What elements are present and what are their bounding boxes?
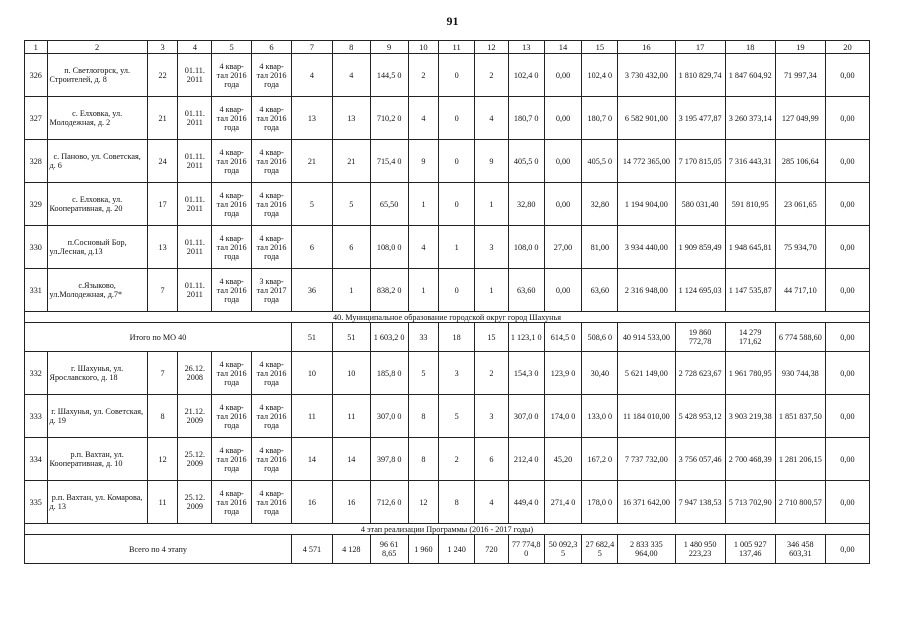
cell-c17: 2 728 623,67 — [675, 352, 725, 395]
total-mo40-c9: 1 603,2 0 — [370, 323, 408, 352]
column-number-5: 5 — [212, 41, 252, 54]
section-mo40-title: 40. Муниципальное образование городской округ город Шахунья — [25, 312, 870, 323]
column-number-16: 16 — [618, 41, 675, 54]
cell-c17: 1 810 829,74 — [675, 54, 725, 97]
cell-c4: 26.12. 2008 — [178, 352, 212, 395]
total-mo40 — [25, 323, 870, 352]
cell-c8: 13 — [332, 97, 370, 140]
cell-c16: 2 316 948,00 — [618, 269, 675, 312]
cell-c3: 21 — [147, 97, 178, 140]
total-stage4-c17: 1 480 950 223,23 — [675, 535, 725, 564]
cell-c3: 22 — [147, 54, 178, 97]
total-stage4-c10: 1 960 — [408, 535, 439, 564]
cell-c7: 13 — [291, 97, 332, 140]
column-number-8: 8 — [332, 41, 370, 54]
column-number-7: 7 — [291, 41, 332, 54]
total-mo40-c14: 614,5 0 — [544, 323, 582, 352]
cell-c6: 4 квар- тал 2016 года — [252, 438, 292, 481]
cell-c10: 8 — [408, 395, 439, 438]
cell-c14: 0,00 — [544, 54, 582, 97]
address-cell: с. Паново, ул. Советская, д. 6 — [47, 140, 147, 183]
cell-c15: 102,4 0 — [582, 54, 618, 97]
cell-c15: 63,60 — [582, 269, 618, 312]
cell-c12: 6 — [475, 438, 509, 481]
total-stage4-c16: 2 833 335 964,00 — [618, 535, 675, 564]
cell-c9: 715,4 0 — [370, 140, 408, 183]
cell-c9: 712,6 0 — [370, 481, 408, 524]
table-row — [25, 226, 870, 269]
cell-c17: 3 756 057,46 — [675, 438, 725, 481]
cell-c18: 1 961 780,95 — [725, 352, 775, 395]
column-number-15: 15 — [582, 41, 618, 54]
row-number: 328 — [25, 140, 48, 183]
cell-c20: 0,00 — [825, 269, 869, 312]
cell-c14: 0,00 — [544, 269, 582, 312]
row-number: 332 — [25, 352, 48, 395]
row-number: 335 — [25, 481, 48, 524]
cell-c18: 5 713 702,90 — [725, 481, 775, 524]
cell-c18: 3 260 373,14 — [725, 97, 775, 140]
column-number-4: 4 — [178, 41, 212, 54]
cell-c7: 14 — [291, 438, 332, 481]
address-cell: г. Шахунья, ул. Ярославского, д. 18 — [47, 352, 147, 395]
cell-c14: 0,00 — [544, 140, 582, 183]
table-row — [25, 481, 870, 524]
cell-c7: 11 — [291, 395, 332, 438]
cell-c14: 27,00 — [544, 226, 582, 269]
cell-c8: 5 — [332, 183, 370, 226]
cell-c11: 0 — [439, 183, 475, 226]
cell-c7: 5 — [291, 183, 332, 226]
total-stage4-c20: 0,00 — [825, 535, 869, 564]
cell-c7: 4 — [291, 54, 332, 97]
address-cell: п. Светлогорск, ул. Строителей, д. 8 — [47, 54, 147, 97]
total-mo40-c15: 508,6 0 — [582, 323, 618, 352]
cell-c3: 11 — [147, 481, 178, 524]
cell-c14: 0,00 — [544, 183, 582, 226]
cell-c16: 5 621 149,00 — [618, 352, 675, 395]
cell-c13: 63,60 — [508, 269, 544, 312]
cell-c16: 6 582 901,00 — [618, 97, 675, 140]
cell-c14: 0,00 — [544, 97, 582, 140]
cell-c5: 4 квар- тал 2016 года — [212, 226, 252, 269]
cell-c11: 3 — [439, 352, 475, 395]
cell-c8: 14 — [332, 438, 370, 481]
column-number-20: 20 — [825, 41, 869, 54]
cell-c10: 8 — [408, 438, 439, 481]
cell-c7: 16 — [291, 481, 332, 524]
cell-c17: 3 195 477,87 — [675, 97, 725, 140]
cell-c18: 1 847 604,92 — [725, 54, 775, 97]
table-row — [25, 395, 870, 438]
cell-c5: 4 квар- тал 2016 года — [212, 140, 252, 183]
cell-c14: 45,20 — [544, 438, 582, 481]
cell-c19: 71 997,34 — [775, 54, 825, 97]
total-stage4-c7: 4 571 — [291, 535, 332, 564]
total-stage4-c15: 27 682,4 5 — [582, 535, 618, 564]
total-stage4-c19: 346 458 603,31 — [775, 535, 825, 564]
cell-c10: 1 — [408, 269, 439, 312]
address-cell: с.Языково, ул.Молодежная, д.7* — [47, 269, 147, 312]
row-number: 327 — [25, 97, 48, 140]
total-mo40-c12: 15 — [475, 323, 509, 352]
cell-c3: 13 — [147, 226, 178, 269]
cell-c17: 5 428 953,12 — [675, 395, 725, 438]
cell-c7: 6 — [291, 226, 332, 269]
cell-c9: 144,5 0 — [370, 54, 408, 97]
cell-c4: 25.12. 2009 — [178, 438, 212, 481]
cell-c6: 4 квар- тал 2016 года — [252, 183, 292, 226]
cell-c17: 1 909 859,49 — [675, 226, 725, 269]
cell-c18: 3 903 219,38 — [725, 395, 775, 438]
row-number: 330 — [25, 226, 48, 269]
cell-c3: 12 — [147, 438, 178, 481]
cell-c4: 01.11. 2011 — [178, 97, 212, 140]
total-mo40-c8: 51 — [332, 323, 370, 352]
row-number: 329 — [25, 183, 48, 226]
cell-c19: 2 710 800,57 — [775, 481, 825, 524]
cell-c5: 4 квар- тал 2016 года — [212, 269, 252, 312]
cell-c20: 0,00 — [825, 481, 869, 524]
cell-c19: 23 061,65 — [775, 183, 825, 226]
total-mo40-c18: 14 279 171,62 — [725, 323, 775, 352]
table-row — [25, 352, 870, 395]
cell-c8: 16 — [332, 481, 370, 524]
cell-c10: 9 — [408, 140, 439, 183]
column-number-1: 1 — [25, 41, 48, 54]
cell-c5: 4 квар- тал 2016 года — [212, 481, 252, 524]
cell-c5: 4 квар- тал 2016 года — [212, 183, 252, 226]
cell-c17: 580 031,40 — [675, 183, 725, 226]
cell-c5: 4 квар- тал 2016 года — [212, 97, 252, 140]
total-mo40-c7: 51 — [291, 323, 332, 352]
cell-c4: 21.12. 2009 — [178, 395, 212, 438]
table-row — [25, 438, 870, 481]
cell-c13: 449,4 0 — [508, 481, 544, 524]
total-stage4-c14: 50 092,3 5 — [544, 535, 582, 564]
cell-c20: 0,00 — [825, 438, 869, 481]
column-number-13: 13 — [508, 41, 544, 54]
column-number-9: 9 — [370, 41, 408, 54]
cell-c20: 0,00 — [825, 183, 869, 226]
cell-c3: 7 — [147, 352, 178, 395]
column-number-10: 10 — [408, 41, 439, 54]
cell-c11: 5 — [439, 395, 475, 438]
cell-c9: 185,8 0 — [370, 352, 408, 395]
cell-c10: 1 — [408, 183, 439, 226]
table-row — [25, 54, 870, 97]
column-number-12: 12 — [475, 41, 509, 54]
column-number-11: 11 — [439, 41, 475, 54]
cell-c12: 2 — [475, 54, 509, 97]
cell-c17: 7 170 815,05 — [675, 140, 725, 183]
cell-c13: 154,3 0 — [508, 352, 544, 395]
column-number-3: 3 — [147, 41, 178, 54]
cell-c14: 123,9 0 — [544, 352, 582, 395]
cell-c9: 108,0 0 — [370, 226, 408, 269]
section-stage4-title: 4 этап реализации Программы (2016 - 2017 годы) — [25, 524, 870, 535]
cell-c16: 3 730 432,00 — [618, 54, 675, 97]
cell-c12: 1 — [475, 183, 509, 226]
cell-c18: 1 147 535,87 — [725, 269, 775, 312]
cell-c4: 01.11. 2011 — [178, 140, 212, 183]
row-number: 326 — [25, 54, 48, 97]
table-row — [25, 140, 870, 183]
table-row — [25, 97, 870, 140]
cell-c15: 32,80 — [582, 183, 618, 226]
cell-c6: 4 квар- тал 2016 года — [252, 352, 292, 395]
cell-c8: 11 — [332, 395, 370, 438]
cell-c6: 4 квар- тал 2016 года — [252, 481, 292, 524]
cell-c9: 307,0 0 — [370, 395, 408, 438]
address-cell: р.п. Вахтан, ул. Комарова, д. 13 — [47, 481, 147, 524]
cell-c3: 8 — [147, 395, 178, 438]
column-number-14: 14 — [544, 41, 582, 54]
row-number: 333 — [25, 395, 48, 438]
column-number-17: 17 — [675, 41, 725, 54]
cell-c8: 21 — [332, 140, 370, 183]
cell-c13: 32,80 — [508, 183, 544, 226]
cell-c11: 0 — [439, 54, 475, 97]
cell-c19: 127 049,99 — [775, 97, 825, 140]
cell-c16: 14 772 365,00 — [618, 140, 675, 183]
section-mo40 — [25, 312, 870, 323]
column-number-19: 19 — [775, 41, 825, 54]
cell-c12: 1 — [475, 269, 509, 312]
cell-c6: 4 квар- тал 2016 года — [252, 140, 292, 183]
cell-c4: 01.11. 2011 — [178, 183, 212, 226]
total-stage4-label: Всего по 4 этапу — [25, 535, 292, 564]
total-mo40-label: Итого по МО 40 — [25, 323, 292, 352]
cell-c20: 0,00 — [825, 352, 869, 395]
cell-c13: 405,5 0 — [508, 140, 544, 183]
cell-c6: 4 квар- тал 2016 года — [252, 97, 292, 140]
cell-c10: 5 — [408, 352, 439, 395]
cell-c6: 4 квар- тал 2016 года — [252, 54, 292, 97]
cell-c7: 10 — [291, 352, 332, 395]
cell-c20: 0,00 — [825, 395, 869, 438]
row-number: 334 — [25, 438, 48, 481]
cell-c5: 4 квар- тал 2016 года — [212, 352, 252, 395]
cell-c12: 3 — [475, 395, 509, 438]
total-stage4 — [25, 535, 870, 564]
table-row — [25, 183, 870, 226]
cell-c18: 591 810,95 — [725, 183, 775, 226]
cell-c15: 30,40 — [582, 352, 618, 395]
cell-c11: 2 — [439, 438, 475, 481]
total-stage4-c9: 96 61 8,65 — [370, 535, 408, 564]
total-stage4-c11: 1 240 — [439, 535, 475, 564]
cell-c9: 838,2 0 — [370, 269, 408, 312]
cell-c20: 0,00 — [825, 54, 869, 97]
total-mo40-c16: 40 914 533,00 — [618, 323, 675, 352]
cell-c13: 212,4 0 — [508, 438, 544, 481]
cell-c5: 4 квар- тал 2016 года — [212, 395, 252, 438]
cell-c19: 930 744,38 — [775, 352, 825, 395]
cell-c4: 01.11. 2011 — [178, 269, 212, 312]
cell-c12: 3 — [475, 226, 509, 269]
cell-c9: 65,50 — [370, 183, 408, 226]
cell-c16: 1 194 904,00 — [618, 183, 675, 226]
total-stage4-c13: 77 774,8 0 — [508, 535, 544, 564]
housing-program-table — [24, 40, 870, 564]
cell-c6: 4 квар- тал 2016 года — [252, 226, 292, 269]
cell-c17: 7 947 138,53 — [675, 481, 725, 524]
cell-c10: 4 — [408, 97, 439, 140]
cell-c12: 4 — [475, 481, 509, 524]
cell-c16: 7 737 732,00 — [618, 438, 675, 481]
cell-c19: 1 851 837,50 — [775, 395, 825, 438]
cell-c20: 0,00 — [825, 226, 869, 269]
total-mo40-c10: 33 — [408, 323, 439, 352]
cell-c11: 0 — [439, 97, 475, 140]
page-number: 91 — [446, 14, 459, 28]
total-mo40-c20: 0,00 — [825, 323, 869, 352]
total-mo40-c19: 6 774 588,60 — [775, 323, 825, 352]
cell-c20: 0,00 — [825, 97, 869, 140]
cell-c15: 180,7 0 — [582, 97, 618, 140]
cell-c11: 8 — [439, 481, 475, 524]
cell-c4: 01.11. 2011 — [178, 226, 212, 269]
cell-c6: 3 квар- тал 2017 года — [252, 269, 292, 312]
cell-c12: 4 — [475, 97, 509, 140]
cell-c12: 2 — [475, 352, 509, 395]
cell-c19: 285 106,64 — [775, 140, 825, 183]
cell-c6: 4 квар- тал 2016 года — [252, 395, 292, 438]
column-number-18: 18 — [725, 41, 775, 54]
total-stage4-c12: 720 — [475, 535, 509, 564]
address-cell: г. Шахунья, ул. Советская, д. 19 — [47, 395, 147, 438]
cell-c8: 4 — [332, 54, 370, 97]
address-cell: р.п. Вахтан, ул. Кооперативная, д. 10 — [47, 438, 147, 481]
cell-c18: 7 316 443,31 — [725, 140, 775, 183]
cell-c14: 271,4 0 — [544, 481, 582, 524]
total-mo40-c11: 18 — [439, 323, 475, 352]
cell-c4: 25.12. 2009 — [178, 481, 212, 524]
row-number: 331 — [25, 269, 48, 312]
cell-c12: 9 — [475, 140, 509, 183]
cell-c16: 16 371 642,00 — [618, 481, 675, 524]
cell-c16: 3 934 440,00 — [618, 226, 675, 269]
cell-c3: 24 — [147, 140, 178, 183]
cell-c7: 36 — [291, 269, 332, 312]
table-body — [25, 41, 870, 564]
cell-c7: 21 — [291, 140, 332, 183]
cell-c15: 178,0 0 — [582, 481, 618, 524]
address-cell: с. Елховка, ул. Кооперативная, д. 20 — [47, 183, 147, 226]
cell-c5: 4 квар- тал 2016 года — [212, 54, 252, 97]
cell-c16: 11 184 010,00 — [618, 395, 675, 438]
cell-c18: 1 948 645,81 — [725, 226, 775, 269]
cell-c13: 307,0 0 — [508, 395, 544, 438]
cell-c10: 4 — [408, 226, 439, 269]
cell-c10: 12 — [408, 481, 439, 524]
cell-c13: 108,0 0 — [508, 226, 544, 269]
cell-c19: 75 934,70 — [775, 226, 825, 269]
address-cell: с. Елховка, ул. Молодежная, д. 2 — [47, 97, 147, 140]
cell-c4: 01.11. 2011 — [178, 54, 212, 97]
cell-c11: 1 — [439, 226, 475, 269]
cell-c15: 167,2 0 — [582, 438, 618, 481]
column-number-row — [25, 41, 870, 54]
cell-c8: 1 — [332, 269, 370, 312]
cell-c17: 1 124 695,03 — [675, 269, 725, 312]
cell-c11: 0 — [439, 140, 475, 183]
cell-c3: 7 — [147, 269, 178, 312]
table-row — [25, 269, 870, 312]
cell-c15: 81,00 — [582, 226, 618, 269]
cell-c9: 710,2 0 — [370, 97, 408, 140]
cell-c15: 405,5 0 — [582, 140, 618, 183]
cell-c8: 10 — [332, 352, 370, 395]
total-stage4-c8: 4 128 — [332, 535, 370, 564]
cell-c13: 102,4 0 — [508, 54, 544, 97]
column-number-6: 6 — [252, 41, 292, 54]
cell-c18: 2 700 468,39 — [725, 438, 775, 481]
cell-c5: 4 квар- тал 2016 года — [212, 438, 252, 481]
total-stage4-c18: 1 005 927 137,46 — [725, 535, 775, 564]
cell-c20: 0,00 — [825, 140, 869, 183]
column-number-2: 2 — [47, 41, 147, 54]
address-cell: п.Сосновый Бор, ул.Лесная, д.13 — [47, 226, 147, 269]
cell-c11: 0 — [439, 269, 475, 312]
section-stage4 — [25, 524, 870, 535]
cell-c13: 180,7 0 — [508, 97, 544, 140]
cell-c19: 44 717,10 — [775, 269, 825, 312]
cell-c9: 397,8 0 — [370, 438, 408, 481]
cell-c15: 133,0 0 — [582, 395, 618, 438]
cell-c3: 17 — [147, 183, 178, 226]
total-mo40-c13: 1 123,1 0 — [508, 323, 544, 352]
cell-c19: 1 281 206,15 — [775, 438, 825, 481]
cell-c14: 174,0 0 — [544, 395, 582, 438]
cell-c8: 6 — [332, 226, 370, 269]
total-mo40-c17: 19 860 772,78 — [675, 323, 725, 352]
cell-c10: 2 — [408, 54, 439, 97]
